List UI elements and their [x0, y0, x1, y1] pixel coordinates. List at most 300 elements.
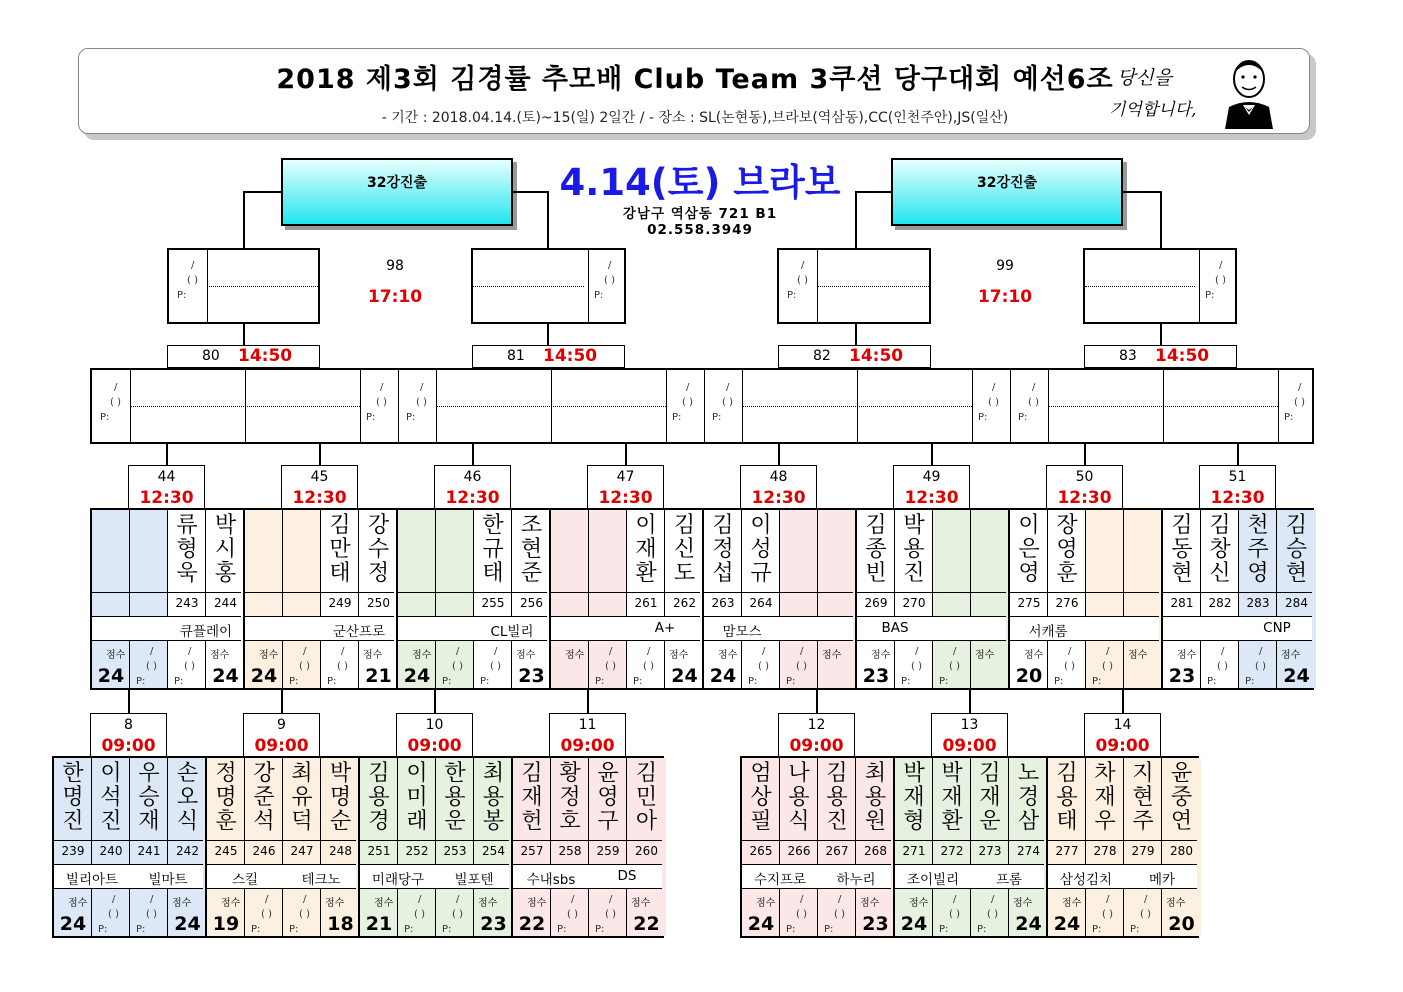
player-name: 김 민 아 [635, 761, 658, 834]
match-number: 9 [277, 717, 286, 733]
slot-slash: / [609, 894, 613, 905]
score-label: 점수 [975, 650, 995, 661]
semi-header [167, 345, 320, 368]
score-value: 19 [212, 913, 240, 935]
slot-p: P: [1130, 924, 1140, 935]
match-time: 12:30 [904, 488, 959, 508]
score-label: 점수 [1024, 650, 1044, 661]
slot-p: P: [1092, 924, 1102, 935]
match-number: 14 [1113, 717, 1132, 733]
upper-group [1008, 508, 1161, 690]
player-number: 252 [405, 844, 429, 858]
slot-p: P: [977, 924, 987, 935]
slot-slash: / [915, 646, 919, 657]
slot-slash: / [150, 894, 154, 905]
match-time: 12:30 [1057, 488, 1112, 508]
dotted-line [436, 406, 666, 407]
team-row [742, 865, 891, 888]
slot-slash: / [303, 894, 307, 905]
team-row [895, 865, 1044, 888]
slot-slash: / [953, 646, 957, 657]
score-value: 23 [862, 913, 889, 935]
slot-right-p: P: [978, 412, 988, 423]
semi-time: 14:50 [543, 346, 598, 366]
player-number: 265 [749, 844, 773, 858]
match-time: 12:30 [292, 488, 347, 508]
slot-p: P: [939, 676, 949, 687]
slot-slash: / [456, 894, 460, 905]
slot-slash: / [1219, 260, 1223, 271]
team-name: 테크노 [301, 872, 341, 888]
row-divider [92, 640, 241, 641]
player-number: 283 [1246, 596, 1270, 610]
dotted-line [130, 406, 360, 407]
bracket-line [1084, 443, 1086, 465]
slot-left-slash: / [420, 382, 424, 393]
score-value: 24 [1015, 913, 1042, 935]
round1-header [243, 713, 320, 757]
bracket-line [931, 443, 933, 465]
slot-marker [436, 890, 474, 936]
slot-paren: ( ) [796, 661, 807, 672]
player-number: 271 [902, 844, 926, 858]
team-name: CL빌리 [490, 624, 534, 640]
player-number: 250 [367, 596, 390, 610]
slot-paren: ( ) [796, 909, 807, 920]
row-divider [360, 840, 509, 841]
team-name: DS [617, 868, 637, 884]
match-number: 44 [157, 469, 176, 485]
player-name: 윤 영 구 [597, 761, 619, 834]
bracket-line [1237, 443, 1239, 465]
bracket-line [166, 443, 168, 465]
slot-p: P: [787, 290, 797, 301]
slot-slash: / [150, 646, 154, 657]
player-name: 김 정 섭 [712, 513, 734, 586]
player-name: 김 창 신 [1209, 513, 1231, 586]
page-subtitle: - 기간 : 2018.04.14.(토)~15(일) 2일간 / - 장소 : SL(논현동),브라보(역삼동),CC(인천주안),JS(일산) [381, 110, 1009, 126]
score-value: 24 [174, 913, 201, 935]
player-name: 한 용 운 [444, 761, 466, 834]
slot-right-paren: ( ) [682, 397, 693, 408]
score-label: 점수 [259, 650, 279, 661]
lower-group [893, 756, 1046, 938]
round1-header [931, 713, 1008, 757]
slot-left-slash: / [1032, 382, 1036, 393]
slot-right-p: P: [672, 412, 682, 423]
slot-p: P: [595, 676, 605, 687]
player-name: 박 용 진 [903, 513, 925, 586]
player-number: 284 [1285, 596, 1308, 610]
slot-slash: / [991, 894, 995, 905]
match-number: 47 [616, 469, 635, 485]
round2-header [434, 465, 511, 509]
match-time: 09:00 [942, 736, 997, 756]
score-label: 점수 [106, 650, 126, 661]
slot-paren: ( ) [337, 661, 348, 672]
score-value: 22 [633, 913, 660, 935]
score-value: 24 [1283, 665, 1310, 687]
dotted-line [1048, 406, 1278, 407]
player-name: 강 수 정 [367, 513, 390, 586]
score-label: 점수 [1062, 898, 1082, 909]
score-label: 점수 [172, 898, 192, 909]
row-divider [513, 840, 662, 841]
slot-paren: ( ) [299, 661, 310, 672]
bracket-line [855, 191, 857, 249]
slot-slash: / [1106, 646, 1110, 657]
score-value: 22 [518, 913, 546, 935]
bracket-line [243, 191, 245, 249]
slot-slash: / [953, 894, 957, 905]
dotted-line [817, 286, 929, 287]
bracket-line [1160, 323, 1162, 345]
slot-paren: ( ) [1255, 661, 1266, 672]
row-divider [54, 840, 203, 841]
match-time: 09:00 [1095, 736, 1150, 756]
slot-paren: ( ) [108, 909, 119, 920]
team-row [398, 617, 547, 640]
match-number: 8 [124, 717, 133, 733]
slot-left-paren: ( ) [416, 397, 427, 408]
player-column [398, 510, 436, 688]
slot-p: P: [939, 924, 949, 935]
lower-group [205, 756, 358, 938]
round2-header [587, 465, 664, 509]
round2-header [1199, 465, 1276, 509]
player-name: 박 시 홍 [214, 513, 237, 586]
player-name: 김 동 현 [1171, 513, 1193, 586]
slot-slash: / [1221, 646, 1225, 657]
bracket-line [547, 323, 549, 345]
dotted-line [1085, 286, 1195, 287]
player-name: 김 신 도 [673, 513, 696, 586]
player-number: 242 [176, 844, 199, 858]
player-name: 박 명 순 [329, 761, 352, 834]
player-number: 244 [214, 596, 237, 610]
player-name: 박 재 형 [903, 761, 925, 834]
round1-header [90, 713, 167, 757]
round2-header [281, 465, 358, 509]
round1-header [1084, 713, 1161, 757]
bracket-line [625, 443, 627, 465]
match-time: 12:30 [751, 488, 806, 508]
team-name: CNP [1263, 620, 1291, 636]
player-number: 275 [1017, 596, 1041, 610]
score-label: 점수 [565, 650, 585, 661]
round2-header [1046, 465, 1123, 509]
slot-p: P: [1092, 676, 1102, 687]
slot-p: P: [901, 676, 911, 687]
round2-header [128, 465, 205, 509]
lower-group [52, 756, 205, 938]
semi-number: 81 [507, 348, 525, 364]
bracket-line [855, 323, 857, 345]
slot-marker [933, 642, 971, 688]
slot-slash: / [838, 894, 842, 905]
slot-paren: ( ) [1140, 909, 1151, 920]
team-row [360, 865, 509, 888]
player-number: 240 [99, 844, 123, 858]
slot-paren: ( ) [146, 909, 157, 920]
bracket-line [969, 690, 971, 713]
player-name: 정 명 훈 [215, 761, 237, 834]
score-value: 24 [709, 665, 737, 687]
player-number: 277 [1055, 844, 1079, 858]
score-value: 24 [97, 665, 125, 687]
score-value: 23 [480, 913, 507, 935]
player-name: 김 종 빈 [865, 513, 887, 586]
slot-marker [589, 642, 627, 688]
match-number: 10 [425, 717, 444, 733]
team-name: 미래당구 [371, 872, 425, 888]
slot-paren: ( ) [605, 661, 616, 672]
slot-marker [398, 890, 436, 936]
player-column [92, 510, 130, 688]
slot-paren: ( ) [1064, 661, 1075, 672]
dotted-line [742, 406, 972, 407]
player-number: 249 [328, 596, 352, 610]
slot-p: P: [251, 924, 261, 935]
score-value: 20 [1015, 665, 1043, 687]
player-name: 엄 상 필 [750, 761, 772, 834]
player-name: 이 은 영 [1018, 513, 1040, 586]
player-name: 김 승 현 [1285, 513, 1308, 586]
slot-slash: / [571, 894, 575, 905]
score-value: 24 [403, 665, 431, 687]
bracket-line [1160, 191, 1162, 249]
player-name: 이 미 래 [406, 761, 428, 834]
row-divider [398, 640, 547, 641]
team-name: 프롬 [995, 872, 1023, 888]
slot-marker [933, 890, 971, 936]
slot-marker [321, 642, 359, 688]
player-number: 264 [749, 596, 773, 610]
team-row [704, 617, 853, 640]
score-label: 점수 [210, 650, 230, 661]
player-name: 류 형 욱 [176, 513, 198, 586]
player-name: 김 용 경 [368, 761, 390, 834]
slot-marker [92, 890, 130, 936]
row-divider [1163, 640, 1312, 641]
slot-slash: / [265, 894, 269, 905]
score-label: 점수 [871, 650, 891, 661]
logo-text-line2: 기억합니다, [1109, 100, 1197, 120]
slot-p: P: [98, 924, 108, 935]
score-label: 점수 [860, 898, 880, 909]
slot-marker [1086, 890, 1124, 936]
player-name: 한 명 진 [62, 761, 84, 834]
team-name: A+ [654, 620, 676, 636]
slot-marker [436, 642, 474, 688]
team-row [1010, 617, 1159, 640]
player-number: 259 [596, 844, 620, 858]
match-number: 46 [463, 469, 482, 485]
lower-group [1046, 756, 1199, 938]
score-label: 점수 [822, 650, 842, 661]
bracket-line [1122, 690, 1124, 713]
row-divider [1010, 640, 1159, 641]
slot-divider [666, 370, 667, 442]
slot-right-paren: ( ) [988, 397, 999, 408]
slot-p: P: [327, 676, 337, 687]
slot-marker [283, 890, 321, 936]
score-value: 18 [327, 913, 354, 935]
round1-header [549, 713, 626, 757]
slot-p: P: [748, 676, 758, 687]
row-divider [513, 888, 662, 889]
slot-right-slash: / [686, 382, 690, 393]
slot-slash: / [1068, 646, 1072, 657]
player-name: 최 유 덕 [291, 761, 313, 834]
score-value: 24 [747, 913, 775, 935]
score-value: 24 [59, 913, 87, 935]
player-number: 270 [902, 596, 926, 610]
score-value: 24 [671, 665, 698, 687]
semi-time: 14:50 [1155, 346, 1210, 366]
player-number: 253 [443, 844, 467, 858]
slot-paren: ( ) [605, 909, 616, 920]
slot-left-p: P: [1018, 412, 1028, 423]
score-label: 점수 [1166, 898, 1186, 909]
player-name: 이 석 진 [100, 761, 122, 834]
slot-paren: ( ) [414, 909, 425, 920]
score-label: 점수 [412, 650, 432, 661]
row-divider [742, 888, 891, 889]
slot-p: P: [824, 924, 834, 935]
bracket-line [319, 443, 321, 465]
slot-marker [971, 890, 1009, 936]
player-number: 279 [1131, 844, 1155, 858]
slot-right-p: P: [366, 412, 376, 423]
row-divider [551, 592, 700, 593]
team-row [857, 617, 1006, 640]
final-slot-b [471, 248, 626, 324]
slot-paren: ( ) [911, 661, 922, 672]
slot-p: P: [594, 290, 604, 301]
player-number: 247 [290, 844, 314, 858]
slot-p: P: [1245, 676, 1255, 687]
player-name: 우 승 재 [138, 761, 160, 834]
semi-number: 83 [1119, 348, 1137, 364]
match-time: 12:30 [445, 488, 500, 508]
dotted-line [207, 286, 318, 287]
team-name: 수지프로 [753, 872, 807, 888]
final-slot-d [1083, 248, 1237, 324]
score-value: 24 [1053, 913, 1081, 935]
venue-address: 강남구 역삼동 721 B1 [622, 206, 778, 222]
team-row [551, 617, 700, 640]
slot-marker [780, 890, 818, 936]
player-name: 조 현 준 [520, 513, 543, 586]
slot-slash: / [494, 646, 498, 657]
slot-slash: / [647, 646, 651, 657]
player-number: 241 [137, 844, 161, 858]
slot-p: P: [442, 924, 452, 935]
lower-group [358, 756, 511, 938]
slot-marker [130, 890, 168, 936]
team-row [207, 865, 356, 888]
score-label: 점수 [527, 898, 547, 909]
player-column [971, 510, 1010, 688]
match-time: 09:00 [560, 736, 615, 756]
player-number: 269 [864, 596, 888, 610]
team-row [92, 617, 241, 640]
match-number: 48 [769, 469, 788, 485]
player-name: 최 용 원 [864, 761, 887, 834]
score-value: 20 [1168, 913, 1195, 935]
player-name: 윤 중 연 [1170, 761, 1193, 834]
player-name: 장 영 훈 [1056, 513, 1078, 586]
player-number: 278 [1093, 844, 1117, 858]
slot-right-p: P: [1284, 412, 1294, 423]
slot-p: P: [1205, 290, 1215, 301]
slot-marker [742, 642, 780, 688]
player-number: 254 [482, 844, 505, 858]
match-time: 12:30 [139, 488, 194, 508]
memorial-logo [1109, 57, 1279, 129]
upper-group [90, 508, 243, 690]
player-number: 262 [673, 596, 696, 610]
dotted-line [473, 286, 584, 287]
player-number: 248 [329, 844, 352, 858]
venue-info [540, 160, 860, 238]
player-name: 김 용 진 [826, 761, 848, 834]
slot-right-slash: / [380, 382, 384, 393]
slot-paren: ( ) [452, 661, 463, 672]
player-number: 274 [1017, 844, 1040, 858]
score-value: 23 [518, 665, 545, 687]
slot-left-slash: / [114, 382, 118, 393]
semi-number: 82 [813, 348, 831, 364]
final-time: 17:10 [977, 287, 1033, 307]
slot-paren: ( ) [184, 661, 195, 672]
team-name: 군산프로 [332, 624, 386, 640]
slot-divider [588, 250, 589, 322]
portrait-icon [1221, 57, 1277, 129]
slot-paren: ( ) [1102, 661, 1113, 672]
slot-right-paren: ( ) [376, 397, 387, 408]
slot-left-slash: / [726, 382, 730, 393]
score-label: 점수 [909, 898, 929, 909]
score-value: 24 [212, 665, 239, 687]
player-number: 257 [520, 844, 544, 858]
match-time: 09:00 [407, 736, 462, 756]
player-number: 267 [825, 844, 849, 858]
team-name: 빌포텐 [454, 872, 494, 888]
slot-p: P: [289, 676, 299, 687]
block-divider [398, 370, 399, 442]
slot-paren: ( ) [146, 661, 157, 672]
player-number: 246 [252, 844, 276, 858]
score-label: 점수 [669, 650, 689, 661]
score-label: 점수 [1281, 650, 1301, 661]
score-label: 점수 [516, 650, 536, 661]
player-name: 나 용 식 [788, 761, 810, 834]
slot-paren: ( ) [987, 909, 998, 920]
final-slot-a [167, 248, 320, 324]
match-time: 12:30 [598, 488, 653, 508]
block-divider [704, 370, 705, 442]
bracket-line [816, 690, 818, 713]
player-number: 280 [1170, 844, 1193, 858]
slot-p: P: [177, 290, 187, 301]
slot-left-paren: ( ) [1028, 397, 1039, 408]
slot-slash: / [800, 646, 804, 657]
bracket-line [547, 191, 549, 249]
row-divider [245, 640, 394, 641]
bracket-line [243, 323, 245, 345]
